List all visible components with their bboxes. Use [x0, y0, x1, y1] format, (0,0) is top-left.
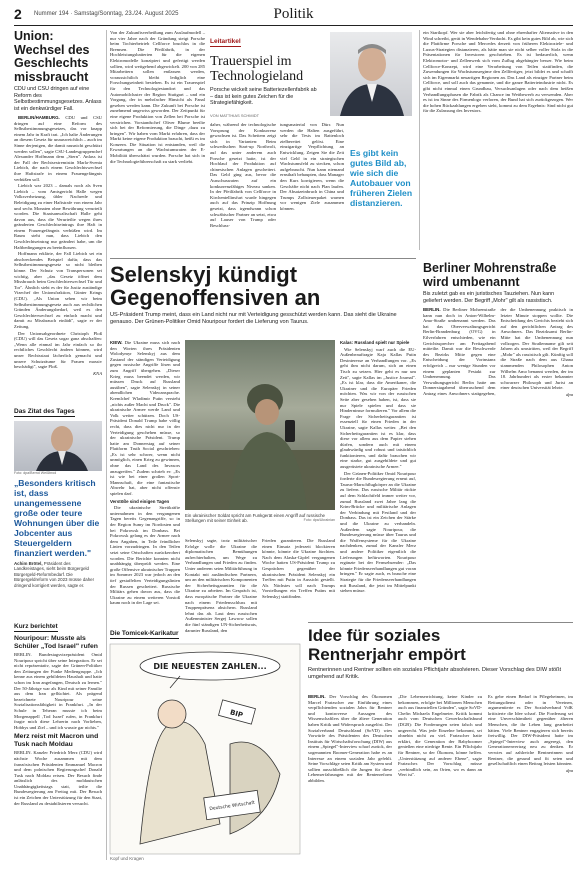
cartoon-note: Deutsche Wirtschaft [209, 800, 256, 813]
union-dateline: BERLIN/HAMBURG. [18, 115, 60, 120]
column-divider [106, 30, 107, 860]
selenskyj-subhead: Kalas: Russland spielt nur Spiele [340, 340, 410, 345]
rente-col3 [488, 694, 573, 864]
rente-col1 [308, 694, 392, 864]
leitartikel-block [210, 30, 415, 250]
leitartikel-lead-text: Von der Zukunftsverheißung zum Auslaufmodell – nur vier Jahre nach der Gründung steigt Porsche beim Tochterbetrieb Cellforce bruchlos in die Bremsen. Die Pfeilfabrik, in der Hochleistungsbatterien für die eigenen Elektromodelle konzipiert und gefertigt werden sollten, wird weitgehend abgewickelt. 200 von 285 Mitarbeitern sollen entlassen werden, voraussichtlich bleibt lediglich eine Forschungseinheit bestehen. Es ist ein Trauerspiel für den Technologiestandort und das Automobilcluster der Region Stuttgart – und ein Vorgang, der in mehrfacher Hinsicht als Fanal gesehen werden kann. Die Zukunft bei Porsche ist zunehmend ungewiss geworden. Der Zeitpunkt für eine eigene Produktion von Zellen bei Porsche ist verstrichen. Vorstandschef Oliver Blume beeilte sich bei der Reformierung, die Dinge ‚dazu zu bringen". Wir haben vom Markt erfahren, dass der Markt keine eigene Produktion braucht, heißt es im Konzern. Die Situation ist entstanden, weil die Erwartungen an die Wachstumsraten der E-Mobilität überschätzt wurden. Porsche hat sich in die Technologieführerschaft zu stark verliebt. [110, 30, 205, 164]
leitartikel-headline: Trauerspiel im Technologieland [210, 54, 304, 84]
selenskyj-dateline: KIEW. [110, 340, 123, 345]
selenskyj-headline: Selenskyj kündigt Gegenoffensiven an [110, 262, 321, 310]
mohren-text: Die Berliner Mohrenstraße kann nun doch in Anton-Wilhelm-Amo-Straße umbenannt werden. Das hat das Oberverwaltungsgericht Berlin-Brandenburg (OVG) in Eilverfahren entschieden, wie ein Gerichtssprecher am Freitagabend mitteilte. Damit war die Beschwerde des Bezirks Mitte gegen eine Entscheidung der Vorinstanz erfolgreich – nur wenige Stunden vor einem geplanten Festakt zur Umbenennung. Das Verwaltungsgericht Berlin hatte am Donnerstagabend überraschend dem Antrag eines Anwohners stattgegeben, der die Umbenennung praktisch in letzter Minute stoppen wollte. Die Entscheidung des Gerichts bezieht sich auf den gerichtlichen Antrag des Anwohners. Das Bezirksamt Berlin-Mitte hat die Umbenennung nun vollzogen. Der Straßenname gilt seit Jahren als umstritten, weil der Begriff „Mohr" als rassistisch gilt. Künftig soll die Straße nach dem aus Ghana stammenden Philosophen Anton Wilhelm Amo benannt werden, der im 18. Jahrhundert als erster bekannter schwarzer Philosoph und Jurist an einer deutschen Universität lehrte. [423, 307, 573, 396]
header-rule [14, 25, 573, 26]
selenskyj-subhead: Verstöße sind einigen Tagen [110, 498, 170, 504]
cartoon-speech-bubble: DIE NEUESTEN ZAHLEN... [153, 662, 267, 671]
soldier-photo-caption [185, 513, 335, 524]
page-number: 2 [14, 6, 22, 22]
union-subtitle: CDU und CSU dringen auf eine Reform des Selbstbestimmungsgesetzes. Anlass ist ein denkwürdiger Fall. [14, 86, 102, 112]
leitartikel-right-text: ein Startkopf. Wer sie aber leichtfertig und ohne ehrenhafter Alternative in den Wind schreibt, gerät in Wendebahn-Verdacht. Es gibt kein gutes Bild ab, wie sich die Plattfirme Porsche und Mercedes derzeit von früheren Elektroziele- und Luxus-Strategien distanzieren, als hätte man sie nicht selber voller Stolz in die Präsentationen für Investoren geschrieben. Es ist bedauerlich, wenn Elektromotor- und Zellenwerk sich vom Zuflug abgehängter besser. Wie beim Cellforce-Konzept, wird eine Verarbeitung von Teilen stattfinden, die Zuwendungen für Wachstumsregime den Zellfertiger, jetzt bildet es und schafft sich im Eigenmarkt neuartigen Regionen an. Das Land als einziger Partner beim Cellforce, und soll auch das genannte, und die ganze Batterieindustrie nicht. Es gibt nicht einmal einen Grundbau, Versuchsanlagen oder nach dem heißen Verhandlungsphasen die Fabrik als Chance im Wettbewerb zu verwenden. Aber es ist im Sinne des Firmenlogo verloren, der Bund hat sich zurückgezogen. Wer die hohen Rückzahlungen ergeben sieht, kommt zu dem Ergebnis: Sind nicht gut für die Zulassung des Investors. [423, 30, 573, 114]
kurz-berichtet [14, 615, 102, 865]
union-paragraph: Hoffmann erklärte, der Fall Liebich sei ein abschreckendes Beispiel dafür, dass das Selbstbestimmungsgesetz so nicht bleiben könne. Der Schutz von Transpersonen sei wichtig, aber „das Gesetz öffnet dem Missbrauch beim Geschlechterwechsel Tür und Tor". Ähnlich sieht es der für Justiz zuständige Vizechef der Unionsfraktion, Günter Krings (CDU). „Als Union sehen wir beim Selbstbestimmungsgesetz auch aus rechtlichen Gründen Änderungsbedarf, weil es den Geschlechterwechsel zu einfach macht und damit zu Missbrauch einlädt", sagte er der Zeitung. [14, 251, 102, 329]
rente-article [308, 622, 573, 866]
mohren-article [423, 262, 573, 607]
selenskyj-text: Wie Selenskyj warf auch die EU-Außenbeauftragte Kaja Kallas Putin Desinteresse an Verhandlungen vor. „Es geht ihm nicht darum, sich an einen Tisch zu setzen. Hier geht es nur um Zeit", sagte Kallas im „Justice Journal". „Es ist klar, dass die Amerikaner, die Ukrainer und die Europäer Frieden möchten. Was wir von der russischen Seite aber gesehen haben, ist, dass sie nur Spiele spielen und dass sie Hinderninsse formulieren." Vor allem die Frage der Sicherheitsgarantien ist essenziell für einen Frieden in der Ukraine, sagte Kallas weiter. „Bei den Sicherheitsgarantien ist es klar, dass diese vor allem aus dem Papier stehen dürfen, sondern auch mit einem glaubwürdig und robust und tatsächlich funktionieren, und dafür brauchen wir eine starke, gut ausgebildete und gut ausgerüstete ukrainische Armee." [340, 346, 416, 470]
zitat-attribution [14, 561, 102, 588]
zitat-author-info: Präsident des Landkreistages, sieht beim Bürgergeld Bürgergeld-Reformbedarf. Die Bürgergeldreform von 2023 müsse daher dringend korrigiert werden, sagte er. [14, 561, 95, 588]
selenskyj-article [110, 258, 416, 633]
author-portrait-photo [330, 32, 412, 116]
zitat-label: Das Zitat des Tages [14, 408, 75, 415]
union-body [14, 115, 102, 376]
section-title: Politik [273, 6, 314, 22]
leitartikel-subtitle: Porsche wickelt seine Batteriezellenfabrik ab – das ist kein gutes Zeichen für die Strategiefähigkeit. [210, 87, 317, 106]
brief-text: BERLIN. Bundestagsvizepräsident Omid Nouripour spricht über seine Integration. Er sei nicht repräsentativ, sagte der Grünen-Politiker den Zeitungen der Funke Mediengruppe. „Ich kenne aus einem gebildeten Haushalt und hatte schon im Iran angefangen, Deutsch zu lernen." Der 50-Jährige war als Kind mit seiner Familie aus dem Iran geflüchtet. Als prägend bezeichnete Nouripour seine Sozialisationsfähigkeit in Frankfurt. „In der Schule in Teheran musste ich beim Morgenappell ‚Tod Israel' rufen, in Frankfurt fragte mich diese Lehrerin nach Vorlieben, Hobbys und Ziel – und ich wusste gar nichts." [14, 652, 102, 730]
mohren-agency: dpa [566, 391, 573, 397]
zitat-author: Achim Brötel, [14, 561, 43, 566]
soldier-photo [185, 340, 335, 510]
rente-headline: Idee für soziales Rentnerjahr empört [308, 626, 466, 664]
mohren-body [423, 307, 573, 398]
section-separator [110, 258, 416, 259]
union-paragraph: Liebich war 2023 – damals noch als Sven Liebich – vom Amtsgericht Halle wegen Volksverhetzung, übler Nachrede und Beleidigung zu einer Haftstrafe von einem Jahr und sechs Monaten ohne Bewährung verurteilt worden. Die Staatsanwaltschaft Halle geht davon aus, dass die Verurteilte wegen ihres geänderten Geschlechtseintrags ihre Haft in einem Frauengefängnis verbüßen wird. Im Raum steht nun, dass Liebich den Geschlechtseintrag nur geändert habe, um die Haftbedingungen zu beeinflussen. [14, 183, 102, 250]
zitat-box [14, 400, 102, 595]
union-paragraph: CDU und CSU dringen auf eine Reform des Selbstbestimmungsgesetzes, das vor knapp einem Jahr in Kraft trat. „Ich halte Änderungen an diesem Gesetz für unausweichlich – auch im Sinne derjenigen, die damit rausnicht geschützt werden sollen", sagte CSU-Landesgruppenchef Alexander Hoffmann dem „Stern". Anlass ist der Fall der Rechtsextremistin Marla-Svenia Liebich, die nach einem Geschlechtswechsel ihre Haftstrafe in einem Frauengefängnis verbüßen soll. [14, 115, 102, 182]
person-silhouette-icon [14, 421, 102, 471]
brief-text: BERLIN. Kanzler Friedrich Merz (CDU) wird nächste Woche zusammen mit dem französischen Präsidenten Emmanuel Macron und dem polnischen Regierungschef Donald Tusk nach Moldau reisen. Der Besuch finde anlässlich des moldauischen Unabhängigkeitstags statt, teilte die Bundesregierung am Freitag mit. Der Besuch ist ein Zeichen der Unterstützung für den Staat, der Russland zu destabilisieren versucht. [14, 750, 102, 806]
cartoon-sign: BIP [229, 708, 244, 720]
leitartikel-col1: daher, während der technologische Vorsprung der Konkurrenz gewachsen ist. Das Scheitern zeigt sich in Varianten: Beim schwedischen Start-up Northvolt, auf das unter anderem auch Porsche gesetzt hatte, ist der Hochlauf der Produktion auf chinesischen Anlagen gescheitert. Das Geld ging aus, bevor die Ausschussraten auf ein konkurrenzfähiges Niveau sanken. In der Pfeilfabrik von Cellforce in Kirchentellinsfurt wurde hingegen auch auf das Prinzip Hoffnung gesetzt, dass irgendwann schon schwäbischer Partner an setzt, etwa auf Lauser von Trump oder Beschluss- [210, 122, 276, 228]
rente-text: Es gebe einen Bedarf in Pflegeheimen, im Rettungsdienst oder in Vereinen, argumentierte er. Der Sozialverband VdK kritisierte die Idee scharf. Die Forderung sei eine Unverschämtheit gegenüber älteren Menschen, die ihr Leben lang gearbeitet hätten. Viele Rentner engagieren sich bereits freiwillig. Der DIW-Präsident hatte im „Spiegel"-Interview auch angeregt, den Generationenvertrag neu zu denken. Er verwies auf zahlreiche Rentnerinnen und Rentner, die gesund und fit seien und gesellschaftlich einen Beitrag leisten könnten. [488, 694, 573, 767]
zitat-photo-credit: Foto: dpa/Bernd Weißbrod [14, 471, 57, 475]
selenskyj-col1 [110, 340, 180, 610]
union-agency: KNA [93, 370, 102, 376]
column-divider [419, 30, 420, 250]
rente-text: Der Vorschlag des Ökonomen Marcel Fratzscher zur Einführung eines verpflichtenden sozialen Jahrs für Rentner und kontroverse Aussagen des Wissenschaftlers über die ältere Generation haben Kritik und Widerspruch ausgelöst. Der Sozialverband Deutschland (SoVD) wies Vorwürfe des Präsidenten des Deutschen Instituts für Wirtschaftsforschung (DIW) aus einem „Spiegel"-Interview scharf zurück, der sogenannten Boomer-Generation habe es an Interesse an einem sozialen Jahr gefehlt. Seine Vorschläge seien Kritik am System und sollten ausschließlich die Jungen für diese Lebenserfahrungen mit der Rentenreform abbilden. [308, 694, 392, 783]
union-headline: Union: Wechsel des Geschlechts missbraucht [14, 29, 90, 84]
caption-text: Ein ukrainischer Soldat spricht am Funkgerät einen Angriff auf russische Stellungen mit seiner Einheit ab. [185, 513, 326, 524]
rente-agency: dpa [566, 767, 573, 773]
selenskyj-text: Die ukrainische Streitkräfte unternahmen in den vergangenen Tagen bereits Gegenangriffe, so in der Region Sumy im Nordosten und bei Pokrowsk im Donbass. Bei Pokrowsk gelang es der Armee nach dem Angaben, in Teile feindlicher Linien vorzudringen. In den Teilen setzt seine Ortschaften zurückerobert worden. Die Berichte konnten nicht unabhängig überprüft werden. Eine große Offensive ukrainischer Truppen im Sommer 2023 war jedoch an den tief gestaffelten Verteidigungslinien der Russen gescheitert. Russische Militärs gehen davon aus, dass die Ukraine zu einem weiteren Vorstoß kaum noch in der Lage sei. [110, 505, 180, 606]
leitartikel-pullquote: Es gibt kein gutes Bild ab, wie sich die Autobauer von früheren Zielen distanzieren. [350, 148, 413, 208]
selenskyj-col4 [340, 340, 416, 610]
mohren-headline: Berliner Mohrenstraße wird umbenannt [423, 261, 557, 289]
karikatur-label: Die Tomicek-Karikatur [110, 630, 179, 637]
selenskyj-col3: Frieden garantieren. Die Russland einen Einsatz jederzeit blockieren könnte, könnte die Ukraine fürchten. Nach dem Alaska-Gipfel vergangenen Woche hatten US-Präsident Trump zu Gesprächen gegenüber der ukrainischen Präsident Selenskyj ein Treffen mit Putin in Aussicht gestellt. Als Nächstes soll nach Trumps Vorstellungen ein Treffen Putins mit Selenskyj stattfinden. [262, 538, 335, 599]
karikatur-credit: Kopf und Kragen [110, 856, 144, 861]
zitat-quote: „Besonders kritisch ist, dass unangemessene große oder teure Wohnungen über die Jobcenter aus Steuergeldern finanziert werden." [14, 478, 100, 558]
leitartikel-col2: tungsmaterial von Dürr. Nun werden die Halten ausgeführt, sehr die Tests im Rattenloch zielbereitet gelöst. Eine einzigartige Verpflichtung an Entwicklung. Zeigen Sie die Zeit viel Geld in ein strategischen Wachstumsfeld zu stecken, schon aufgebraucht. Nun kann niemand ernsthaft behaupten, dass Manager den Kurs korrigieren, wenn die Geschäfte nicht nach Plan laufen. Der Absatzeinbruch in China und Trumps Zollsteuerpaket warnen vor wenigen Ziele zusammen können. [280, 122, 344, 211]
leitartikel-author: VON MATTHIAS SCHMIDT [210, 112, 260, 118]
rente-dateline: BERLIN. [308, 694, 326, 699]
union-paragraph: Der Unionsabgeordnete Christoph Ploß (CDU) will das Gesetz sogar ganz abschaffen: „Wenn alle einmal im Jahr einfach so ihr rechtliches Geschlecht ändern können, wird unser Rechtsstaat lächerlich gemacht und unsere Schutzräume für Frauen massiv beschädigt", sagte Ploß. [14, 330, 102, 370]
selenskyj-text: Der Grünen-Politiker Omid Nouripour forderte die Bundesregierung erneut auf, Taurus-Marschflugkörper an die Ukraine zu liefern. Das russische Militär rückte auf dem Schlachtfeld immer weiter vor, zumal Russland zwei Jahre lang die Krim-Brücke und militärische Anlagen der Verbindung mit Festland und der Donbass. Das ist ein Zeichen der Stärke und die Ukraine zu verhandeln. Außerdem sagte Nouripour, die Bundesregierung müsse über Taurus und die Waffensysteme für die Ukraine nachdenken, zumal der Kanzler Merz und andere Politiker eigentlich die Lieferungen befürworten. Nouripour ergänzte bei der Fernsehsender: „Das könnte Friedensverhandlungen gut voran bringen." Er sagte auch, es brauche eine Strategie für die Friedensverhandlungen mit Russland, die jetzt im Mittelpunkt stehen müsse. [340, 470, 416, 594]
mohren-subtitle: Bis zuletzt gab es ein juristisches Tauziehen. Nun kann geliefert werden. Der Begriff „Mohr" gilt als rassistisch. [423, 291, 555, 304]
soldier-silhouette-icon [185, 340, 335, 510]
cartoon-drawing [110, 644, 300, 866]
issue-info: Nummer 194 · Samstag/Sonntag, 23./24. August 2025 [34, 11, 179, 17]
page-header [14, 6, 573, 24]
brief-headline: Merz reist mit Macron und Tusk nach Moldau [14, 733, 99, 749]
selenskyj-teaser: US-Präsident Trump meint, dass ein Land nicht nur mit Verteidigung gesschützt werden kann. Das sieht die Ukraine genauso. Der Grünen-Politiker Omid Nouripour fordert die Lieferung von Taurus. [110, 312, 397, 325]
selenskyj-text: Die Ukraine muss sich nach den Worten ihres Präsidenten Wolodymyr Selenskyj aus dem Zustand der ständigen Verteidigung gegen russische Angriffe lösen und zum Angriff übergehen. „Dieser Krieg muss beendet werden, wir müssen Druck auf Russland ausüben", sagte Selenskyj in seiner abendlichen Videoansprache. Kremlchef Wladimir Putin versteht „nichts außer Macht und Druck". Die ukrainische Armee werde Land und Volk weiter schützen. Doch US-Präsident Donald Trump habe völlig recht, dass dies nicht nur in der Verteidigung geschehen müsse, so der ukrainische Präsident. Trump hatte am Donnerstag auf seiner Plattform Truth Social geschrieben: „Es ist sehr schwer, wenn nicht unmöglich, einen Krieg zu gewinnen, ohne das Land des Invasors anzugreifen." Zudem schrieb er: „Es ist wie bei einer großen Sport-Mannschaft, die eine fantastische Abwehr hat, aber nicht offensiv spielen darf. [110, 340, 180, 497]
karikatur-box [110, 622, 300, 866]
rente-col2: „Die Lebenserrichtung, keine Kinder zu bekommen, erfolgte bei Millionen Menschen auch aus finanziellen Gründen", sagte SoVD-Chefin Michaela Engelmeier. Kritik kommt auch vom Deutschen Gewerkschaftsbund (DGB): Die Forderungen seien falsch und ungerecht. Was jede Einzelne bekommt, sei ohnehin nicht zu viel. Fratzscher hatte erklärt, die Generation der Babyboomer genießen eine niedrige Rente. Ein Pflichtjahr für Rentner, so der Ökonom, könne helfen. „Unterstützung auf anderer Ebene", sagte Fratzscher. Der Vorschlag müsse „verbindlich sein, an Orten, wo es dann an Wert ist". [398, 694, 482, 778]
section-separator [308, 622, 573, 623]
selenskyj-col2: Selenskyj sagte, trotz militärischer Erfolge wolle die Ukraine die diplomatischen Bemühungen aufrechterhalten, um Wege zu Verhandlungen und Frieden zu finden. Unter anderem seien Militärführung in Kontakt mit ausländischen Partnern, um an den militärischen Komponenten der Sicherheitsgarantien für die Ukraine zu arbeiten. Im Gespräch ist, dass europäische Partner die Ukraine nach einem Friedensschluss mit Truppenpräsenz absichern. Russland lehnt das ab. Laut dem russischen Außenminister Sergej Lawrow sollen die fünf ständigen UN-Sicherheitsrats, darunter Russland, den [185, 538, 257, 633]
photo-credit: Foto: dpa/Ukrainian [303, 518, 335, 523]
brief-headline: Nouripour: Musste als Schüler „Tod Israel" rufen [14, 635, 98, 650]
zitat-portrait-photo [14, 421, 102, 471]
author-silhouette-icon [330, 32, 412, 116]
union-article [14, 29, 102, 376]
kurz-label: Kurz berichtet [14, 623, 58, 630]
mohren-dateline: BERLIN. [423, 307, 441, 312]
rente-subtitle: Rentnerinnen und Rentner sollten ein soziales Pflichtjahr absolvieren. Dieser Vorschlag des DIW stößt umgehend auf Kritik. [308, 667, 562, 680]
leitartikel-label: Leitartikel [210, 38, 241, 45]
